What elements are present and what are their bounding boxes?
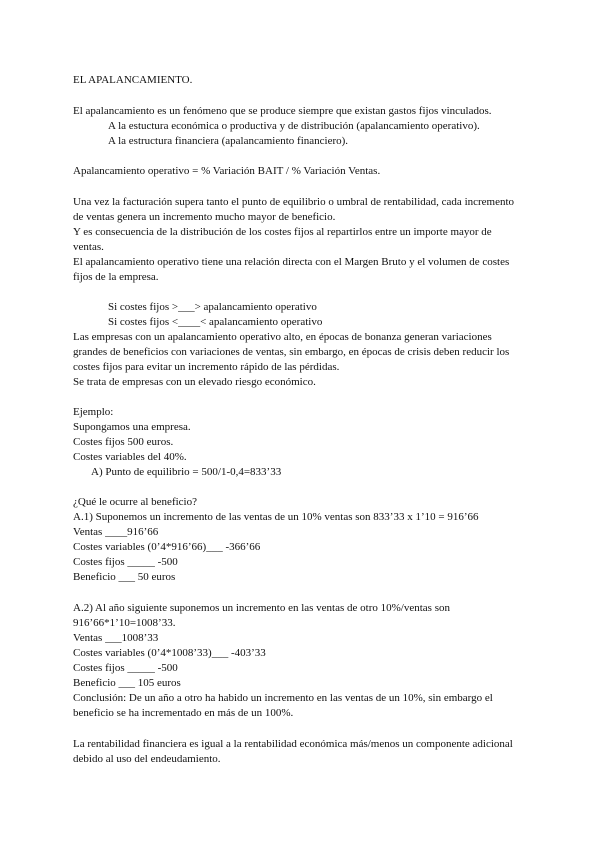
paragraph-line: Y es consecuencia de la distribución de los costes fijos al repartirlos entre un importe mayor de (73, 226, 492, 238)
breakeven-line: A) Punto de equilibrio = 500/1-0,4=833’33 (91, 466, 282, 478)
final-paragraph-line: debido al uso del endeudamiento. (73, 753, 221, 765)
example-line: Supongamos una empresa. (73, 421, 191, 433)
paragraph-line: costes fijos para evitar un incremento rápido de las pérdidas. (73, 361, 340, 373)
conclusion-line: beneficio se ha incrementado en más de un 100%. (73, 707, 294, 719)
example-heading: Ejemplo: (73, 406, 114, 418)
calc-line: A.1) Suponemos un incremento de las ventas de un 10% ventas son 833’33 x 1’10 = 916’66 (73, 511, 479, 523)
question-line: ¿Qué le ocurre al beneficio? (73, 496, 197, 508)
formula-line: Apalancamiento operativo = % Variación BAIT / % Variación Ventas. (73, 165, 381, 177)
calc-line: Costes variables (0’4*1008’33)___ -403’33 (73, 647, 266, 659)
paragraph-line: grandes de beneficios con variaciones de ventas, sin embargo, en épocas de crisis deben reducir los (73, 346, 510, 358)
final-paragraph-line: La rentabilidad financiera es igual a la rentabilidad económica más/menos un componente adicional (73, 738, 513, 750)
example-line: Costes fijos 500 euros. (73, 436, 174, 448)
paragraph-line: ventas. (73, 241, 104, 253)
type-item: A la estructura financiera (apalancamiento financiero). (108, 135, 349, 147)
example-line: Costes variables del 40%. (73, 451, 187, 463)
rule-line: Si costes fijos <____< apalancamiento operativo (108, 316, 323, 328)
calc-line: Ventas ____916’66 (73, 526, 159, 538)
calc-line: Beneficio ___ 105 euros (73, 677, 181, 689)
rule-line: Si costes fijos >___> apalancamiento operativo (108, 301, 317, 313)
calc-line: Ventas ___1008’33 (73, 632, 159, 644)
calc-line: Costes fijos _____ -500 (73, 556, 178, 568)
paragraph-line: Las empresas con un apalancamiento operativo alto, en épocas de bonanza generan variaciones (73, 331, 492, 343)
paragraph-line: El apalancamiento operativo tiene una relación directa con el Margen Bruto y el volumen de costes (73, 256, 510, 268)
intro-paragraph: El apalancamiento es un fenómeno que se produce siempre que existan gastos fijos vinculados. (73, 105, 492, 117)
type-item: A la estuctura económica o productiva y de distribución (apalancamiento operativo). (108, 120, 480, 132)
calc-line: Beneficio ___ 50 euros (73, 571, 176, 583)
calc-line: Costes variables (0’4*916’66)___ -366’66 (73, 541, 261, 553)
calc-line: 916’66*1’10=1008’33. (73, 617, 176, 629)
conclusion-line: Conclusión: De un año a otro ha habido un incremento en las ventas de un 10%, sin embargo el (73, 692, 493, 704)
paragraph-line: fijos de la empresa. (73, 271, 159, 283)
paragraph-line: de ventas genera un incremento mucho mayor de beneficio. (73, 211, 336, 223)
calc-line: A.2) Al año siguiente suponemos un incremento en las ventas de otro 10%/ventas son (73, 602, 450, 614)
document-title: EL APALANCAMIENTO. (73, 74, 193, 86)
calc-line: Costes fijos _____ -500 (73, 662, 178, 674)
paragraph-line: Una vez la facturación supera tanto el punto de equilibrio o umbral de rentabilidad, cada incremento (73, 196, 515, 208)
paragraph-line: Se trata de empresas con un elevado riesgo económico. (73, 376, 316, 388)
